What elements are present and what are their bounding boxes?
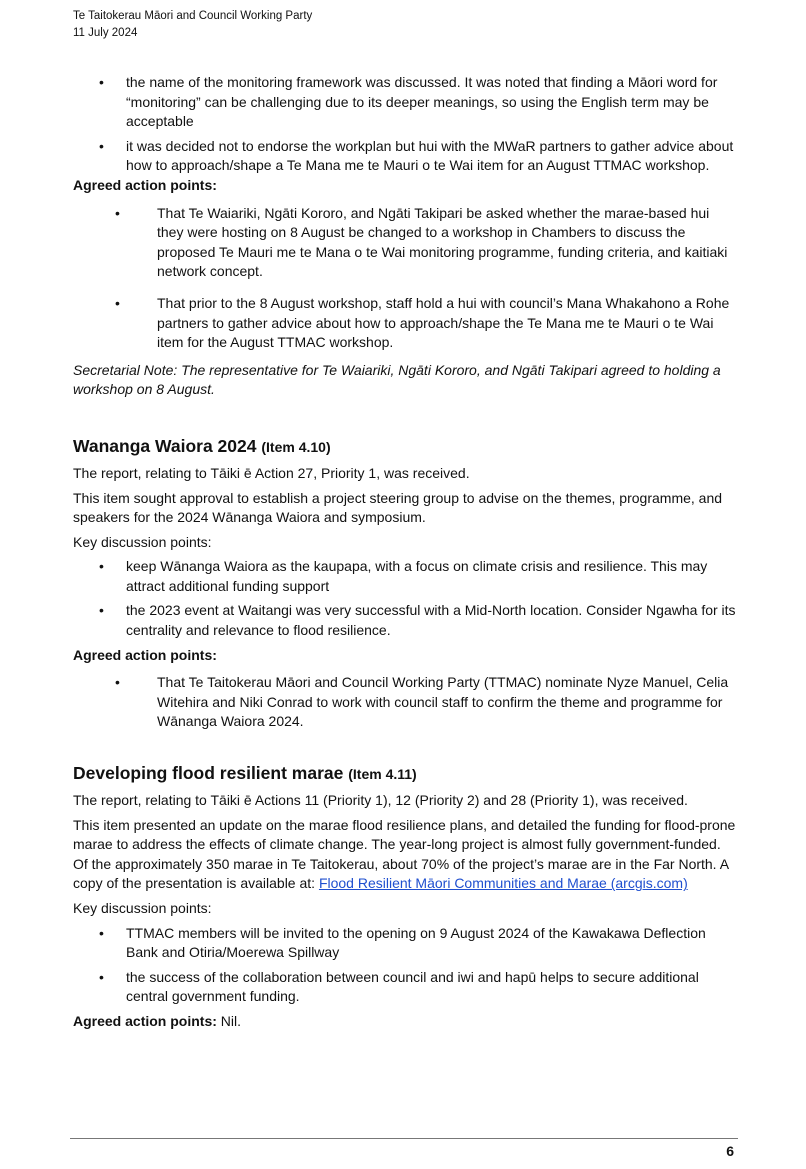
section-title: Wananga Waiora 2024 xyxy=(73,435,257,456)
list-item: • TTMAC members will be invited to the opening on 9 August 2024 of the Kawakawa Deflection Bank and Otiria/Moerewa Spillway xyxy=(73,924,738,963)
secretarial-note: Secretarial Note: The representative for Te Waiariki, Ngāti Kororo, and Ngāti Takipari agreed to holding a workshop on 8 August. xyxy=(73,361,721,398)
list-item: • the success of the collaboration between council and iwi and hapū helps to secure additional central government funding. xyxy=(73,968,738,1007)
key-discussion-label: Key discussion points: xyxy=(73,533,212,550)
presentation-link[interactable]: Flood Resilient Māori Communities and Marae (arcgis.com) xyxy=(318,875,688,892)
section-item-ref: (Item 4.11) xyxy=(348,766,417,783)
footer-divider xyxy=(70,1138,738,1139)
agreed-action-list xyxy=(73,673,738,732)
header-org: Te Taitokerau Māori and Council Working Party xyxy=(73,10,313,22)
page-content xyxy=(73,73,738,1037)
list-item: • That Te Waiariki, Ngāti Kororo, and Ngāti Takipari be asked whether the marae-based hui they were hosting on 8 August be changed to a workshop in Chambers to discuss the proposed Te Mauri me te Mana o te Wai monitoring programme, funding criteria, and kaitiaki network concept. xyxy=(73,204,738,282)
paragraph-text: This item presented an update on the marae flood resilience plans, and detailed the funding for flood-prone marae to address the effects of climate change. The year-long project is almost fully government-funded. Of the approximately 350 marae in Te Taitokerau, about 70% of the project’s marae are in the Far North. A copy of the presentation is available at: xyxy=(73,816,736,892)
section-heading-wananga xyxy=(73,435,738,458)
intro-bullet-list xyxy=(73,73,738,176)
agreed-action-label: Agreed action points: xyxy=(73,646,217,663)
agreed-action-label: Agreed action points: xyxy=(73,1012,217,1029)
key-discussion-label: Key discussion points: xyxy=(73,900,212,916)
page-header xyxy=(73,8,312,42)
section-heading-flood xyxy=(73,762,738,785)
page-number: 6 xyxy=(726,1143,734,1159)
list-item: • That Te Taitokerau Māori and Council Working Party (TTMAC) nominate Nyze Manuel, Celia Witehira and Niki Conrad to work with council staff to confirm the theme and programme for Wānanga Waiora 2024. xyxy=(73,673,738,732)
section-paragraph: This item sought approval to establish a project steering group to advise on the themes, programme, and speakers for the 2024 Wānanga Waiora and symposium. xyxy=(73,489,723,526)
section-paragraph: The report, relating to Tāiki ē Action 27, Priority 1, was received. xyxy=(73,464,470,481)
section-paragraph xyxy=(73,816,738,894)
agreed-action-label: Agreed action points: xyxy=(73,176,217,193)
agreed-action-list xyxy=(73,204,738,353)
list-item: • the 2023 event at Waitangi was very successful with a Mid-North location. Consider Ngawha for its centrality and relevance to flood resilience. xyxy=(73,601,738,640)
section-item-ref: (Item 4.10) xyxy=(261,438,331,455)
list-item: • That prior to the 8 August workshop, staff hold a hui with council’s Mana Whakahono a Rohe partners to gather advice about how to approach/shape the Te Mana me te Mauri o te Wai item for the August TTMAC workshop. xyxy=(73,294,738,353)
section-paragraph: The report, relating to Tāiki ē Actions 11 (Priority 1), 12 (Priority 2) and 28 (Priority 1), was received. xyxy=(73,792,688,809)
agreed-action-value: Nil. xyxy=(220,1012,242,1029)
header-date: 11 July 2024 xyxy=(73,27,138,39)
list-item: • the name of the monitoring framework was discussed. It was noted that finding a Māori word for “monitoring” can be challenging due to its deeper meanings, so using the English term may be acceptable xyxy=(73,73,738,132)
list-item: • keep Wānanga Waiora as the kaupapa, with a focus on climate crisis and resilience. This may attract additional funding support xyxy=(73,557,738,596)
agreed-action-line xyxy=(73,1012,738,1032)
discussion-bullet-list xyxy=(73,557,738,640)
discussion-bullet-list xyxy=(73,924,738,1007)
list-item: • it was decided not to endorse the workplan but hui with the MWaR partners to gather advice about how to approach/shape a Te Mana me te Mauri o te Wai item for an August TTMAC workshop. xyxy=(73,137,738,176)
section-title: Developing flood resilient marae xyxy=(73,763,344,784)
